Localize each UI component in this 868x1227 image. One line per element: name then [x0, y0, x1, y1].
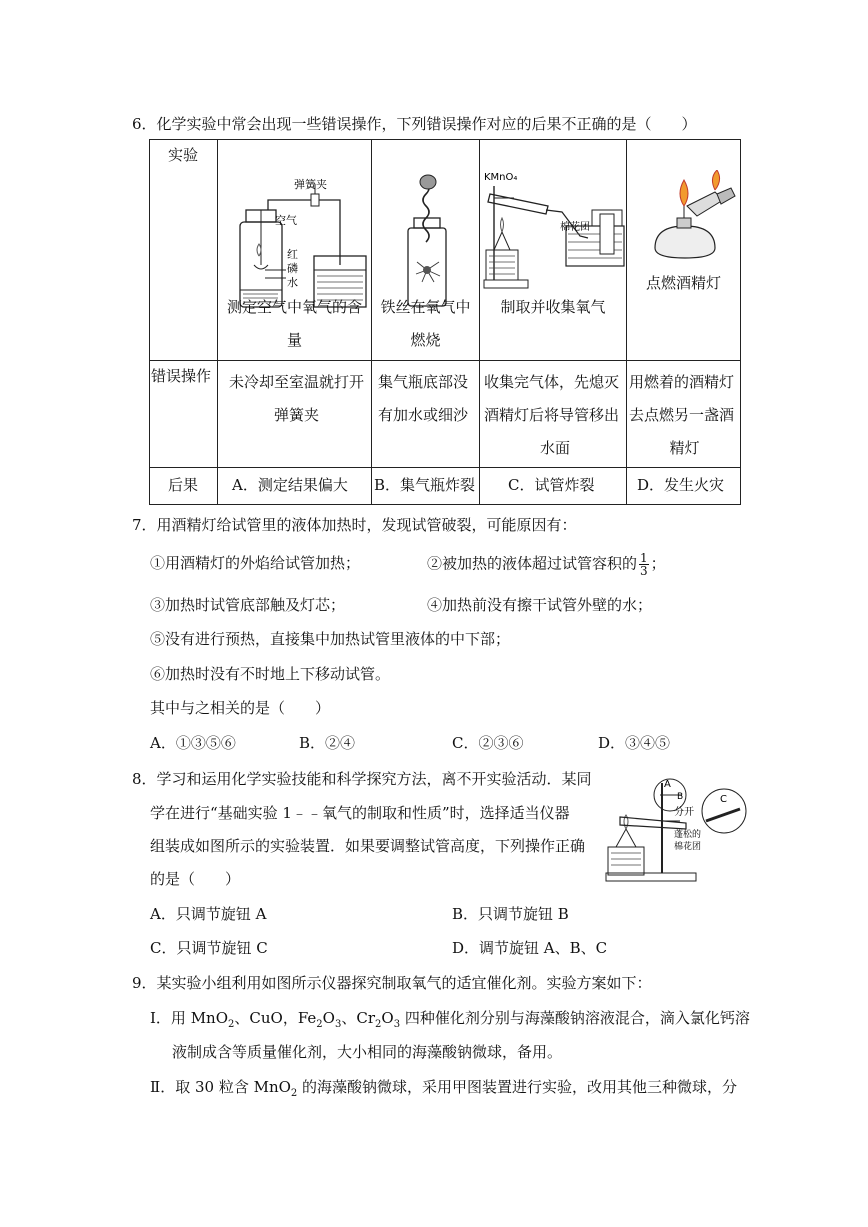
oxygen-collection-figure — [480, 156, 627, 301]
experiment-c-error-3: 水面 — [539, 439, 570, 457]
q9-step-1-seg-c: O — [322, 1009, 335, 1027]
water-label: 水 — [287, 276, 298, 289]
experiment-b-error — [372, 361, 480, 468]
experiment-d-error-3: 精灯 — [669, 439, 700, 457]
q7-option-2-text: ②被加热的液体超过试管容积的 — [427, 554, 638, 573]
experiment-a-error-1: 未冷却至室温就打开 — [228, 373, 364, 391]
subscript: 2 — [290, 1088, 298, 1099]
experiment-d-caption-1: 点燃酒精灯 — [645, 274, 721, 292]
experiment-b-error-2: 有加水或细沙 — [378, 406, 469, 424]
subscript: 3 — [393, 1019, 401, 1030]
q9-step-1-line-2: 液制成含等质量催化剂，大小相同的海藻酸钠微球，备用。 — [172, 1043, 563, 1061]
experiment-d-error-2: 去点燃另一盏酒 — [629, 406, 735, 424]
split-label: 分开 — [674, 807, 694, 818]
cotton-label-2: 棉花团 — [674, 842, 702, 852]
subscript: 2 — [316, 1019, 323, 1030]
experiment-d-result: D．发生火灾 — [627, 468, 741, 505]
experiment-c-error — [480, 361, 627, 468]
q8-line-2: 学在进行“基础实验 1﹣﹣氧气的制取和性质”时，选择适当仪器 — [150, 804, 570, 822]
experiment-b-cell — [372, 140, 480, 361]
q9-step-1-seg-f: 四种催化剂分别与海藻酸钠溶液混合，滴入氯化钙溶 — [400, 1009, 750, 1027]
row-label-experiment: 实验 — [150, 140, 218, 361]
q8-apparatus-figure — [600, 775, 750, 890]
q9-stem: 9．某实验小组利用如图所示仪器探究制取氧气的适宜催化剂。实验方案如下： — [132, 974, 652, 992]
kmno4-label: KMnO₄ — [484, 172, 518, 183]
q7-option-3: ③加热时试管底部触及灯芯； — [150, 596, 346, 614]
q7-option-6: ⑥加热时没有不时地上下移动试管。 — [150, 665, 391, 683]
q7-choice-a[interactable]: A．①③⑤⑥ — [150, 734, 236, 752]
q9-step-1-seg-a: Ⅰ．用 MnO — [150, 1009, 229, 1027]
knob-a-label: A — [664, 779, 671, 790]
q7-choice-b[interactable]: B．②④ — [299, 734, 356, 752]
experiment-b-result: B．集气瓶炸裂 — [372, 468, 480, 505]
experiment-c-error-1: 收集完气体，先熄灭 — [484, 373, 620, 391]
phosphorus-label: 磷 — [287, 262, 298, 275]
q7-ask: 其中与之相关的是（ ） — [150, 699, 331, 717]
cotton-label: 棉花团 — [560, 222, 590, 233]
experiment-a-caption-2: 量 — [286, 331, 302, 349]
subscript: 2 — [228, 1019, 235, 1030]
q8-choice-d[interactable]: D．调节旋钮 A、B、C — [452, 939, 608, 957]
subscript: 3 — [334, 1019, 342, 1030]
experiment-c-error-2: 酒精灯后将导管移出 — [484, 406, 620, 424]
q9-step-2-line-1 — [150, 1076, 737, 1099]
row-label-result: 后果 — [150, 468, 218, 505]
cotton-label-1: 蓬松的 — [674, 830, 702, 840]
air-label: 空气 — [275, 214, 297, 227]
knob-b-label: B — [677, 792, 684, 802]
experiment-a-cell — [218, 140, 372, 361]
knob-c-label: C — [720, 794, 727, 805]
experiment-d-error — [627, 361, 741, 468]
q8-choice-b[interactable]: B．只调节旋钮 B — [452, 905, 569, 923]
q8-line-4: 的是（ ） — [150, 870, 241, 888]
experiment-d-cell — [627, 140, 741, 361]
red-label: 红 — [287, 248, 298, 261]
experiment-b-caption-2: 燃烧 — [410, 331, 441, 349]
row-label-error: 错误操作 — [150, 361, 218, 468]
q9-step-2-seg-a: Ⅱ．取 30 粒含 MnO — [150, 1078, 291, 1096]
fraction-denominator: 3 — [640, 564, 648, 578]
q6-stem: 6．化学实验中常会出现一些错误操作，下列错误操作对应的后果不正确的是（ ） — [132, 115, 697, 133]
q9-step-1-seg-b: 、CuO，Fe — [234, 1009, 317, 1027]
experiment-a-error-2: 弹簧夹 — [273, 406, 319, 424]
q8-choice-a[interactable]: A．只调节旋钮 A — [150, 905, 267, 923]
q7-option-2-end: ； — [650, 554, 666, 573]
q8-line-3: 组装成如图所示的实验装置．如果要调整试管高度，下列操作正确 — [150, 837, 586, 855]
experiment-d-error-1: 用燃着的酒精灯 — [629, 373, 735, 391]
q9-step-1-seg-d: 、Cr — [341, 1009, 376, 1027]
q6-table — [149, 139, 741, 505]
experiment-a-caption-1: 测定空气中氧气的含 — [226, 298, 362, 316]
experiment-b-error-1: 集气瓶底部没 — [378, 373, 469, 391]
experiment-a-error — [218, 361, 372, 468]
fraction-numerator: 1 — [640, 551, 648, 565]
q8-line-1: 8．学习和运用化学实验技能和科学探究方法，离不开实验活动．某同 — [132, 770, 592, 788]
experiment-a-result: A．测定结果偏大 — [218, 468, 372, 505]
q8-choice-c[interactable]: C．只调节旋钮 C — [150, 939, 268, 957]
q7-choice-c[interactable]: C．②③⑥ — [452, 734, 524, 752]
q7-option-4: ④加热前没有擦干试管外壁的水； — [427, 596, 653, 614]
fraction-one-third — [639, 552, 649, 577]
q7-option-2 — [427, 552, 666, 577]
subscript: 2 — [375, 1019, 382, 1030]
clip-label: 弹簧夹 — [294, 178, 327, 191]
q7-option-1: ①用酒精灯的外焰给试管加热； — [150, 554, 361, 572]
experiment-c-caption-1: 制取并收集氧气 — [500, 298, 606, 316]
experiment-c-cell — [480, 140, 627, 361]
q7-stem: 7．用酒精灯给试管里的液体加热时，发现试管破裂，可能原因有： — [132, 516, 577, 534]
q7-option-5: ⑤没有进行预热，直接集中加热试管里液体的中下部； — [150, 630, 511, 648]
q9-step-2-seg-b: 的海藻酸钠微球，采用甲图装置进行实验，改用其他三种微球，分 — [297, 1078, 738, 1096]
q7-choice-d[interactable]: D．③④⑤ — [598, 734, 671, 752]
experiment-b-caption-1: 铁丝在氧气中 — [380, 298, 471, 316]
experiment-c-result: C．试管炸裂 — [480, 468, 627, 505]
q9-step-1-line-1 — [150, 1007, 750, 1030]
alcohol-lamp-figure — [627, 170, 741, 280]
q9-step-1-seg-e: O — [381, 1009, 394, 1027]
